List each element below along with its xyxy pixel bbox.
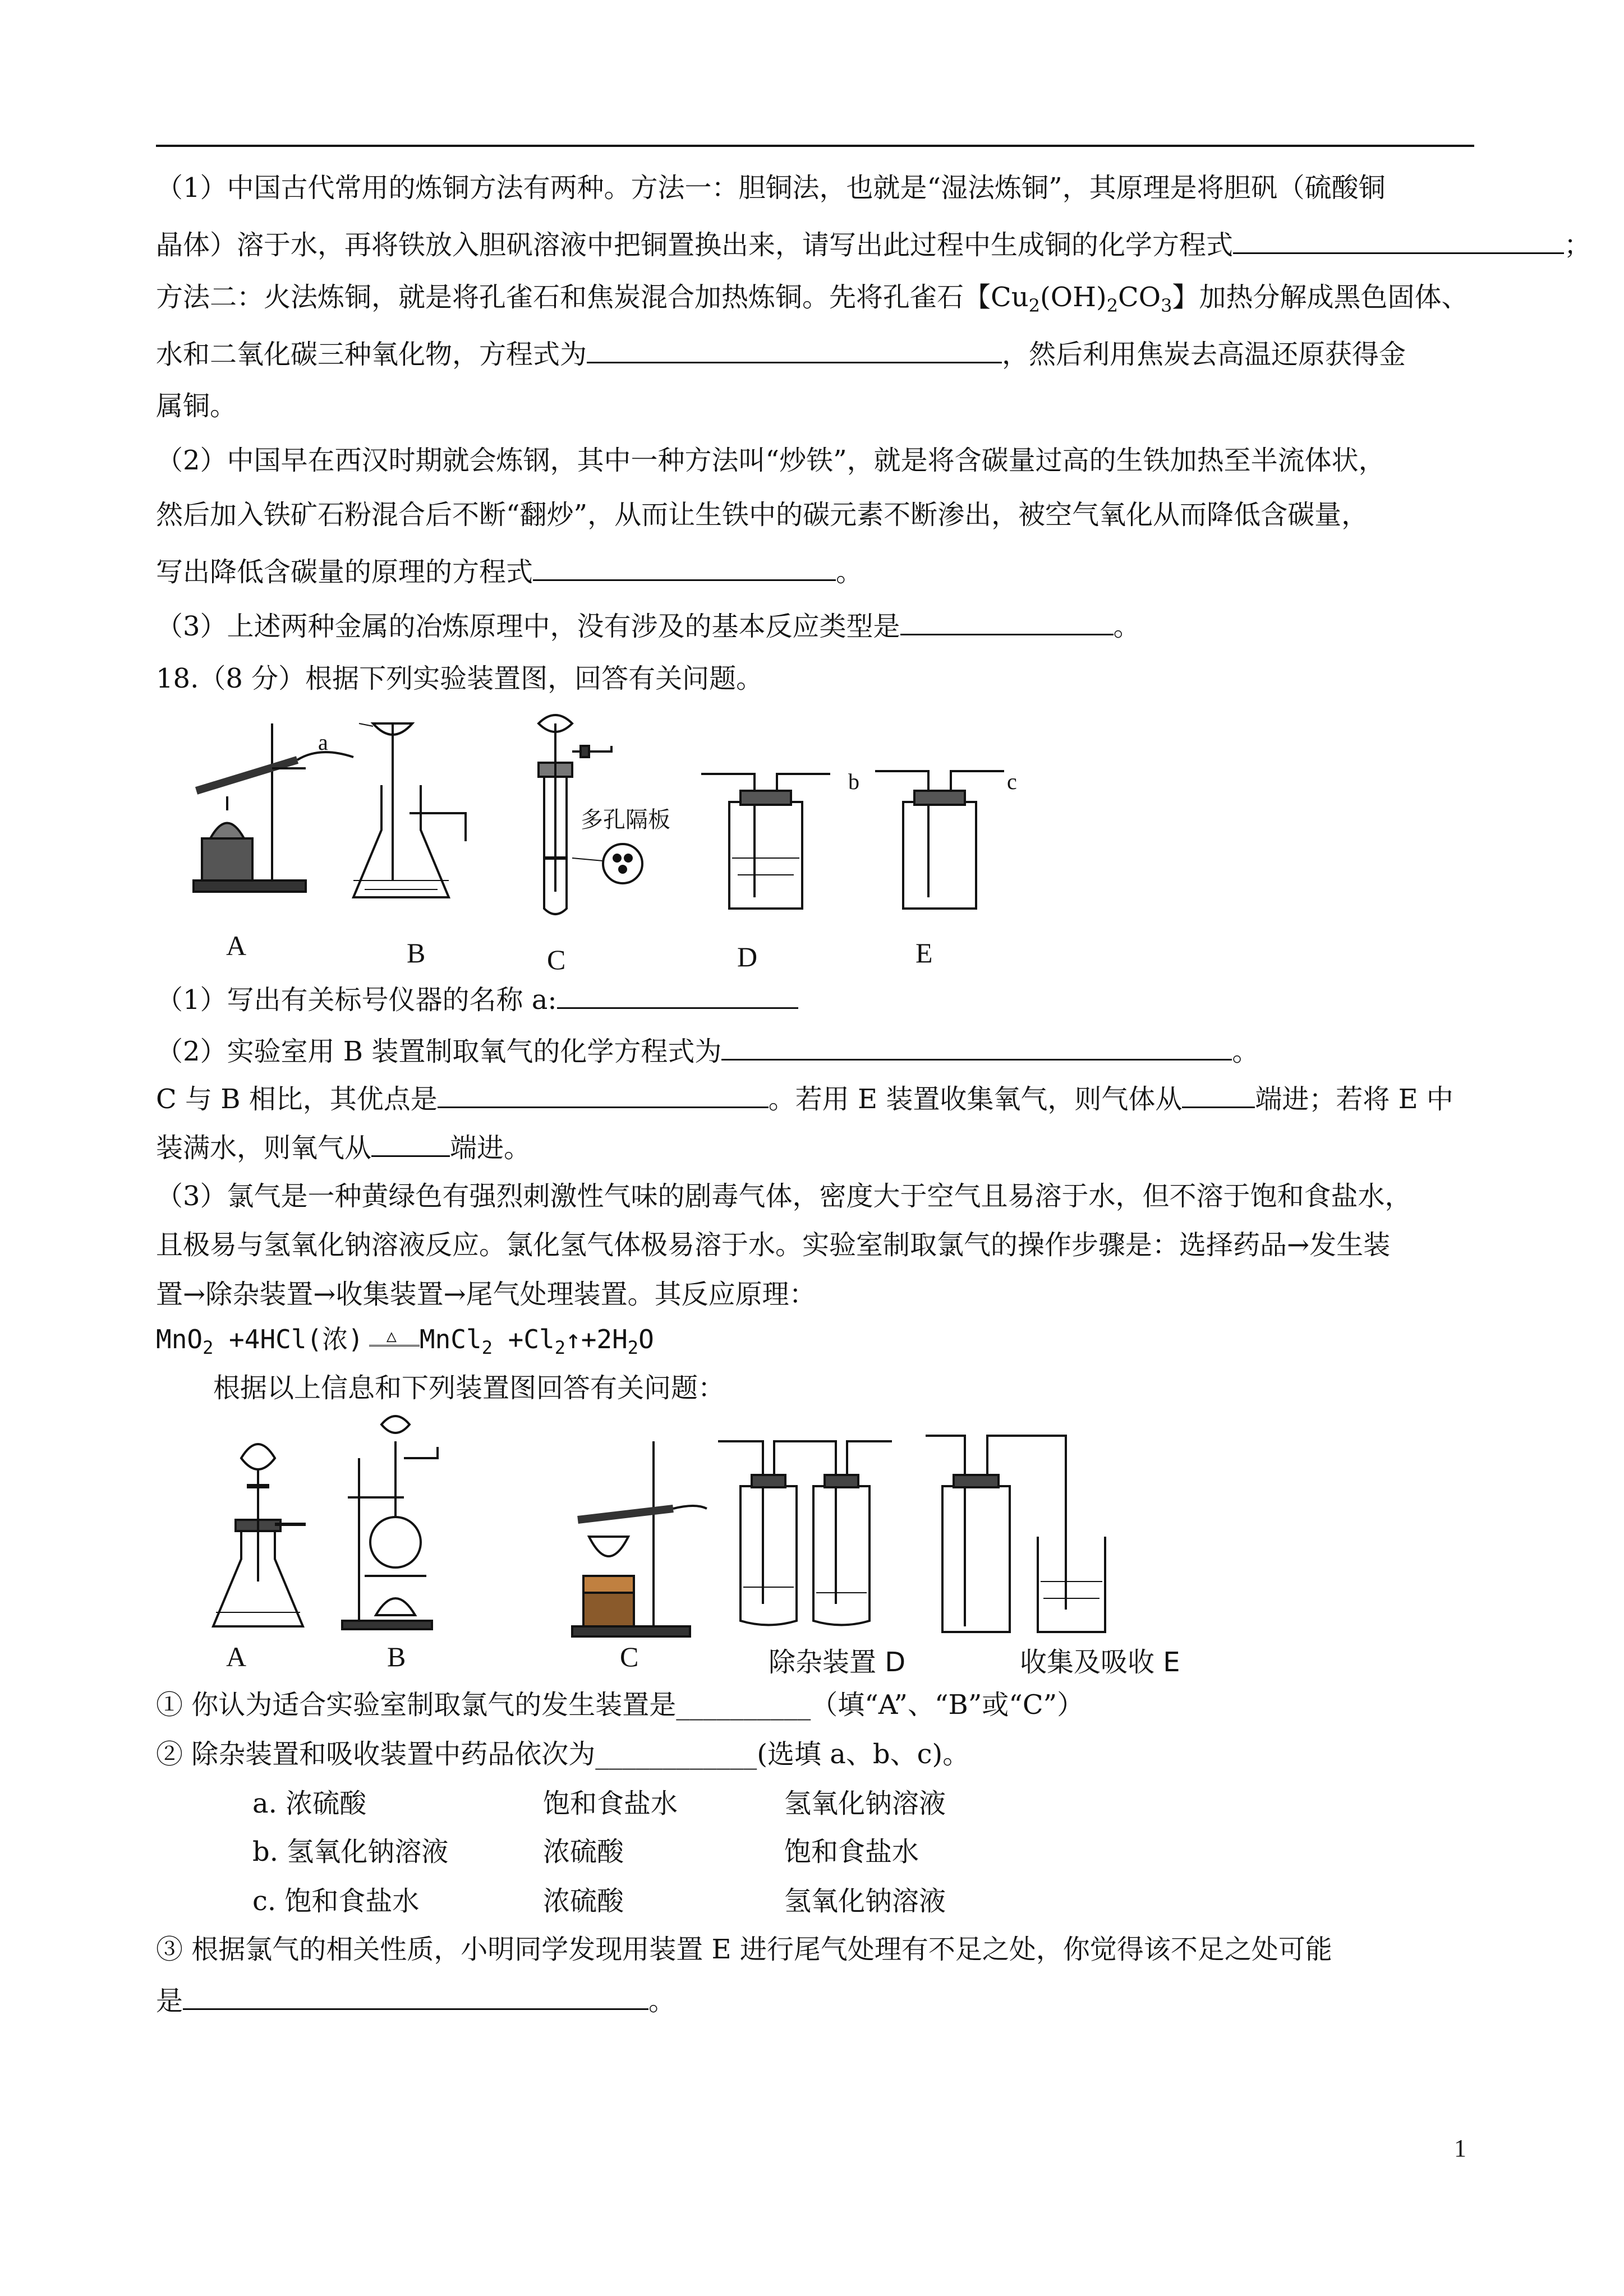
q17-text: （3）上述两种金属的冶炼原理中，没有涉及的基本反应类型是 [156, 611, 900, 642]
q17-text: 】加热分解成黑色固体、 [1172, 282, 1469, 313]
fig2-label-a: A [226, 1641, 247, 1672]
fig2-apparatus-a [213, 1444, 306, 1626]
eq-part: MnCl [419, 1324, 482, 1354]
fig2-apparatus-d [718, 1441, 892, 1625]
fig1-label-d: D [737, 941, 758, 972]
option-b-1[interactable]: b. 氢氧化钠溶液 [252, 1836, 449, 1868]
option-c-3: 氢氧化钠溶液 [784, 1885, 946, 1917]
header-rule [156, 145, 1474, 147]
q18-s7: 置→除杂装置→收集装置→尾气处理装置。其反应原理： [156, 1279, 816, 1310]
subscript: 2 [1028, 295, 1041, 316]
fig1-label-a: A [226, 930, 247, 961]
eq-part: MnO [156, 1324, 203, 1354]
q17-text: 写出降低含碳量的原理的方程式 [156, 556, 533, 588]
option-a-3: 氢氧化钠溶液 [784, 1788, 946, 1819]
fig2-label-c: C [620, 1641, 639, 1672]
label-small-c: c [1007, 769, 1017, 794]
option-b-3: 饱和食盐水 [784, 1836, 919, 1868]
q18-item-3-cont [156, 1981, 1474, 2018]
q17-p1-line2-text: 晶体）溶于水，再将铁放入胆矾溶液中把铜置换出来，请写出此过程中生成铜的化学方程式 [156, 229, 1234, 261]
q18-title: 18.（8 分）根据下列实验装置图，回答有关问题。 [156, 663, 763, 694]
q18-text: 。 [1232, 1036, 1259, 1067]
q17-p2-line1: （2）中国早在西汉时期就会炼钢，其中一种方法叫“炒铁”，就是将含碳量过高的生铁加热至半流体状， [156, 445, 1386, 476]
q17-text: CO [1118, 282, 1161, 313]
q17-text: 。 [836, 556, 863, 588]
q18-s5: （3）氯气是一种黄绿色有强烈刺激性气味的剧毒气体，密度大于空气且易溶于水，但不溶于饱和食盐水， [156, 1181, 1412, 1212]
option-c-2: 浓硫酸 [543, 1885, 624, 1917]
q18-text: 。 [648, 1985, 676, 2017]
label-small-a: a [318, 730, 328, 755]
answer-blank[interactable] [900, 607, 1114, 635]
q17-p1-line3 [156, 280, 1474, 322]
option-a-1[interactable]: a. 浓硫酸 [252, 1788, 367, 1819]
q18-s2 [156, 1032, 1474, 1068]
answer-blank[interactable] [557, 980, 798, 1009]
subscript: 3 [1161, 295, 1172, 316]
q18-text: C 与 B 相比，其优点是 [156, 1084, 438, 1115]
answer-blank[interactable] [721, 1032, 1232, 1061]
answer-blank[interactable] [183, 1981, 648, 2010]
fig1-label-c: C [547, 944, 566, 975]
answer-blank[interactable] [1233, 225, 1564, 254]
fig2-label-d: 除杂装置 D [769, 1647, 906, 1678]
q18-text: （1）写出有关标号仪器的名称 a: [156, 984, 557, 1016]
apparatus-e-drawing [875, 771, 1004, 909]
q17-text: (OH) [1040, 282, 1107, 313]
subscript: 2 [554, 1337, 566, 1358]
q18-s8: 根据以上信息和下列装置图回答有关问题： [213, 1372, 725, 1404]
fig2-apparatus-b [342, 1416, 438, 1629]
answer-blank[interactable] [533, 552, 836, 581]
q18-item-2: ② 除杂装置和吸收装置中药品依次为____________(选填 a、b、c)。 [156, 1739, 970, 1770]
fig1-label-e: E [915, 937, 933, 969]
q18-text: 是 [156, 1985, 183, 2017]
q17-p2-line2: 然后加入铁矿石粉混合后不断“翻炒”，从而让生铁中的碳元素不断渗出，被空气氧化从而降低含碳量， [156, 499, 1369, 531]
q17-text: 方法二：火法炼铜，就是将孔雀石和焦炭混合加热炼铜。先将孔雀石【Cu [156, 282, 1029, 313]
q18-item-1: ① 你认为适合实验室制取氯气的发生装置是__________（填“A”、“B”或“C”） [156, 1689, 1084, 1721]
q17-text: ，然后利用焦炭去高温还原获得金 [1002, 339, 1406, 370]
fig2-apparatus-e [926, 1436, 1105, 1632]
option-b-2: 浓硫酸 [543, 1836, 624, 1868]
eq-part: +4HCl(浓) [213, 1324, 364, 1354]
q17-text: 水和二氧化碳三种氧化物，方程式为 [156, 339, 587, 370]
q18-s1 [156, 980, 1474, 1017]
subscript: 2 [203, 1337, 214, 1358]
apparatus-b-drawing [353, 723, 466, 897]
option-a-2: 饱和食盐水 [543, 1788, 678, 1819]
answer-blank[interactable] [587, 335, 1002, 363]
option-c-1[interactable]: c. 饱和食盐水 [252, 1885, 420, 1917]
q18-text: 。若用 E 装置收集氧气，则气体从 [768, 1084, 1183, 1115]
q17-text: 。 [1113, 611, 1140, 642]
apparatus-a-drawing [194, 723, 353, 892]
eq-part: ↑+2H [565, 1324, 628, 1354]
apparatus-d-drawing [701, 774, 830, 909]
page-number: 1 [1454, 2134, 1466, 2162]
eq-part: O [638, 1324, 654, 1354]
q17-p1-line1: （1）中国古代常用的炼铜方法有两种。方法一：胆铜法，也就是“湿法炼铜”，其原理是将胆矾（硫酸铜 [156, 172, 1386, 204]
q18-s3 [156, 1080, 1474, 1116]
q17-p1-line2 [156, 225, 1591, 262]
eq-part: +Cl [492, 1324, 555, 1354]
q18-item-3: ③ 根据氯气的相关性质，小明同学发现用装置 E 进行尾气处理有不足之处，你觉得该不足之处可能 [156, 1934, 1332, 1965]
q17-p1-line4 [156, 335, 1474, 371]
apparatus-figure-2 [202, 1413, 1234, 1638]
heat-symbol: △ [386, 1326, 397, 1346]
label-small-b: b [848, 769, 859, 794]
q18-text: 装满水，则氧气从 [156, 1132, 372, 1164]
q17-p2-line3 [156, 552, 1474, 589]
q18-text: （2）实验室用 B 装置制取氧气的化学方程式为 [156, 1036, 722, 1067]
q18-s4 [156, 1128, 1474, 1165]
subscript: 2 [1106, 295, 1119, 316]
answer-blank[interactable] [371, 1128, 450, 1157]
label-porous-plate: 多孔隔板 [581, 807, 670, 833]
reaction-equation [156, 1322, 1474, 1364]
fig1-label-b: B [407, 937, 426, 969]
subscript: 2 [627, 1337, 639, 1358]
answer-blank[interactable] [1182, 1080, 1255, 1108]
q18-s6: 且极易与氢氧化钠溶液反应。氯化氢气体极易溶于水。实验室制取氯气的操作步骤是：选择药品→发生装 [156, 1229, 1391, 1261]
fig2-apparatus-c [572, 1441, 707, 1636]
answer-blank[interactable] [438, 1080, 769, 1108]
q18-text: 端进；若将 E 中 [1255, 1084, 1453, 1115]
fig2-label-b: B [387, 1641, 406, 1672]
q17-p3 [156, 607, 1474, 643]
q17-p1-line5: 属铜。 [156, 390, 237, 422]
fig2-label-e: 收集及吸收 E [1020, 1647, 1180, 1678]
q18-text: 端进。 [450, 1132, 531, 1164]
subscript: 2 [481, 1337, 493, 1358]
q17-p1-line2-end: ； [1564, 229, 1591, 261]
